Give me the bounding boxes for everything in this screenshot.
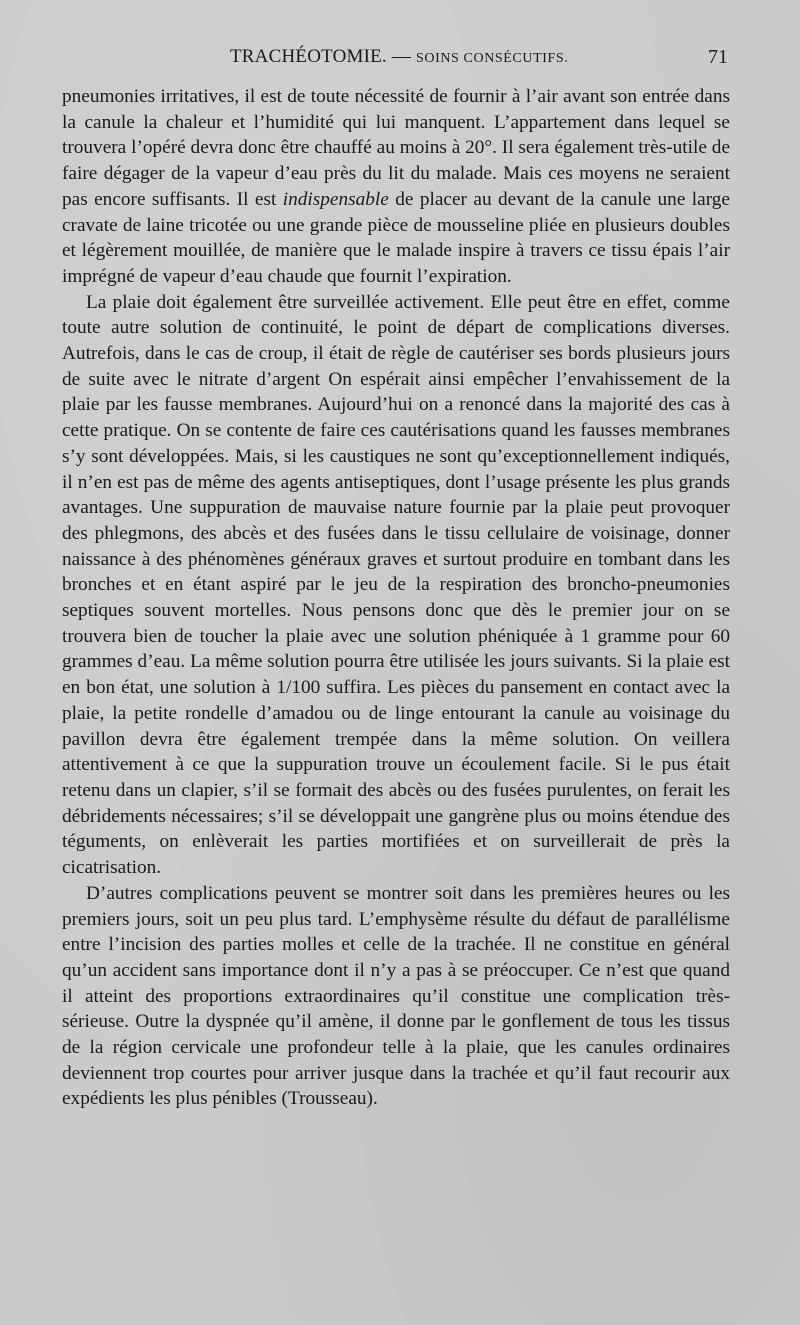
- paragraph-1-text-a: pneumonies irritatives, il est de toute nécessité de fournir à l’air avant son entrée dans la canule la chaleur et l’humidité qui lui manquent. L’appartement dans lequel se trouvera l’opéré devra donc être chauffé au moins à 20°. Il sera également très-utile de faire dégager de la vapeur d’eau près du lit du malade. Mais ces moyens ne seraient pas encore suffisants. Il est: [62, 86, 730, 210]
- body-text: [62, 84, 730, 1112]
- emphasis-indispensable: indispensable: [282, 188, 389, 210]
- page-number: 71: [708, 46, 728, 68]
- paragraph-complications: D’autres complications peuvent se montrer soit dans les premières heures ou les premiers jours, soit un peu plus tard. L’emphysème résulte du défaut de parallélisme entre l’incision des parties molles et celle de la trachée. Il ne constitue en général qu’un accident sans importance dont il n’y a pas à se préoccuper. Ce n’est que quand il atteint des proportions extraordinaires qu’il constitue une complication très-sérieuse. Outre la dyspnée qu’il amène, il donne par le gonflement de tous les tissus de la région cervicale une profondeur telle à la plaie, que les canules ordinaires deviennent trop courtes pour arriver jusque dans la trachée et qu’il faut recourir aux expédients les plus pénibles (Trousseau).: [62, 882, 730, 1110]
- paragraph-plaie: La plaie doit également être surveillée activement. Elle peut être en effet, comme toute autre solution de continuité, le point de départ de complications diverses. Autrefois, dans le cas de croup, il était de règle de cautériser ses bords plusieurs jours de suite avec le nitrate d’argent On espérait ainsi empêcher l’envahissement de la plaie par les fausse membranes. Aujourd’hui on a renoncé dans la majorité des cas à cette pratique. On se contente de faire ces cautérisations quand les fausses membranes s’y sont développées. Mais, si les caustiques ne sont qu’exceptionnellement indiqués, il n’en est pas de même des agents antiseptiques, dont l’usage présente les plus grands avantages. Une suppuration de mauvaise nature fournie par la plaie peut provoquer des phlegmons, des abcès et des fusées dans le tissu cellulaire de voisinage, donner naissance à des phénomènes généraux graves et surtout produire en tombant dans les bronches et en étant aspiré par le jeu de la respiration des broncho-pneumonies septiques souvent mortelles. Nous pensons donc que dès le premier jour on se trouvera bien de toucher la plaie avec une solution phéniquée à 1 gramme pour 60 grammes d’eau. La même solution pourra être utilisée les jours suivants. Si la plaie est en bon état, une solution à 1/100 suffira. Les pièces du pansement en contact avec la plaie, la petite rondelle d’amadou ou de linge entourant la canule au voisinage du pavillon devra être également trempée dans la même solution. On veillera attentivement à ce que la suppuration trouve un écoulement facile. Si le pus était retenu dans un clapier, s’il se formait des abcès ou des fusées purulentes, on ferait les débridements nécessaires; s’il se développait une gangrène plus ou moins étendue des téguments, on enlèverait les parties mortifiées et on surveillerait de près la cicatrisation.: [62, 291, 730, 879]
- running-title-main: TRACHÉOTOMIE. —: [230, 46, 416, 67]
- running-title: [230, 46, 568, 68]
- running-title-sub: SOINS CONSÉCUTIFS.: [415, 51, 569, 66]
- paragraph-1-text-b: de placer au devant de la canule une large cravate de laine tricotée ou une grande pièce de mousseline pliée en plusieurs doubles et légèrement mouillée, de manière que le malade inspire à travers ce tissu épais l’air imprégné de vapeur d’eau chaude que fournit l’expiration.: [62, 188, 730, 287]
- running-header: [60, 44, 730, 74]
- paragraph-continued: [62, 84, 730, 290]
